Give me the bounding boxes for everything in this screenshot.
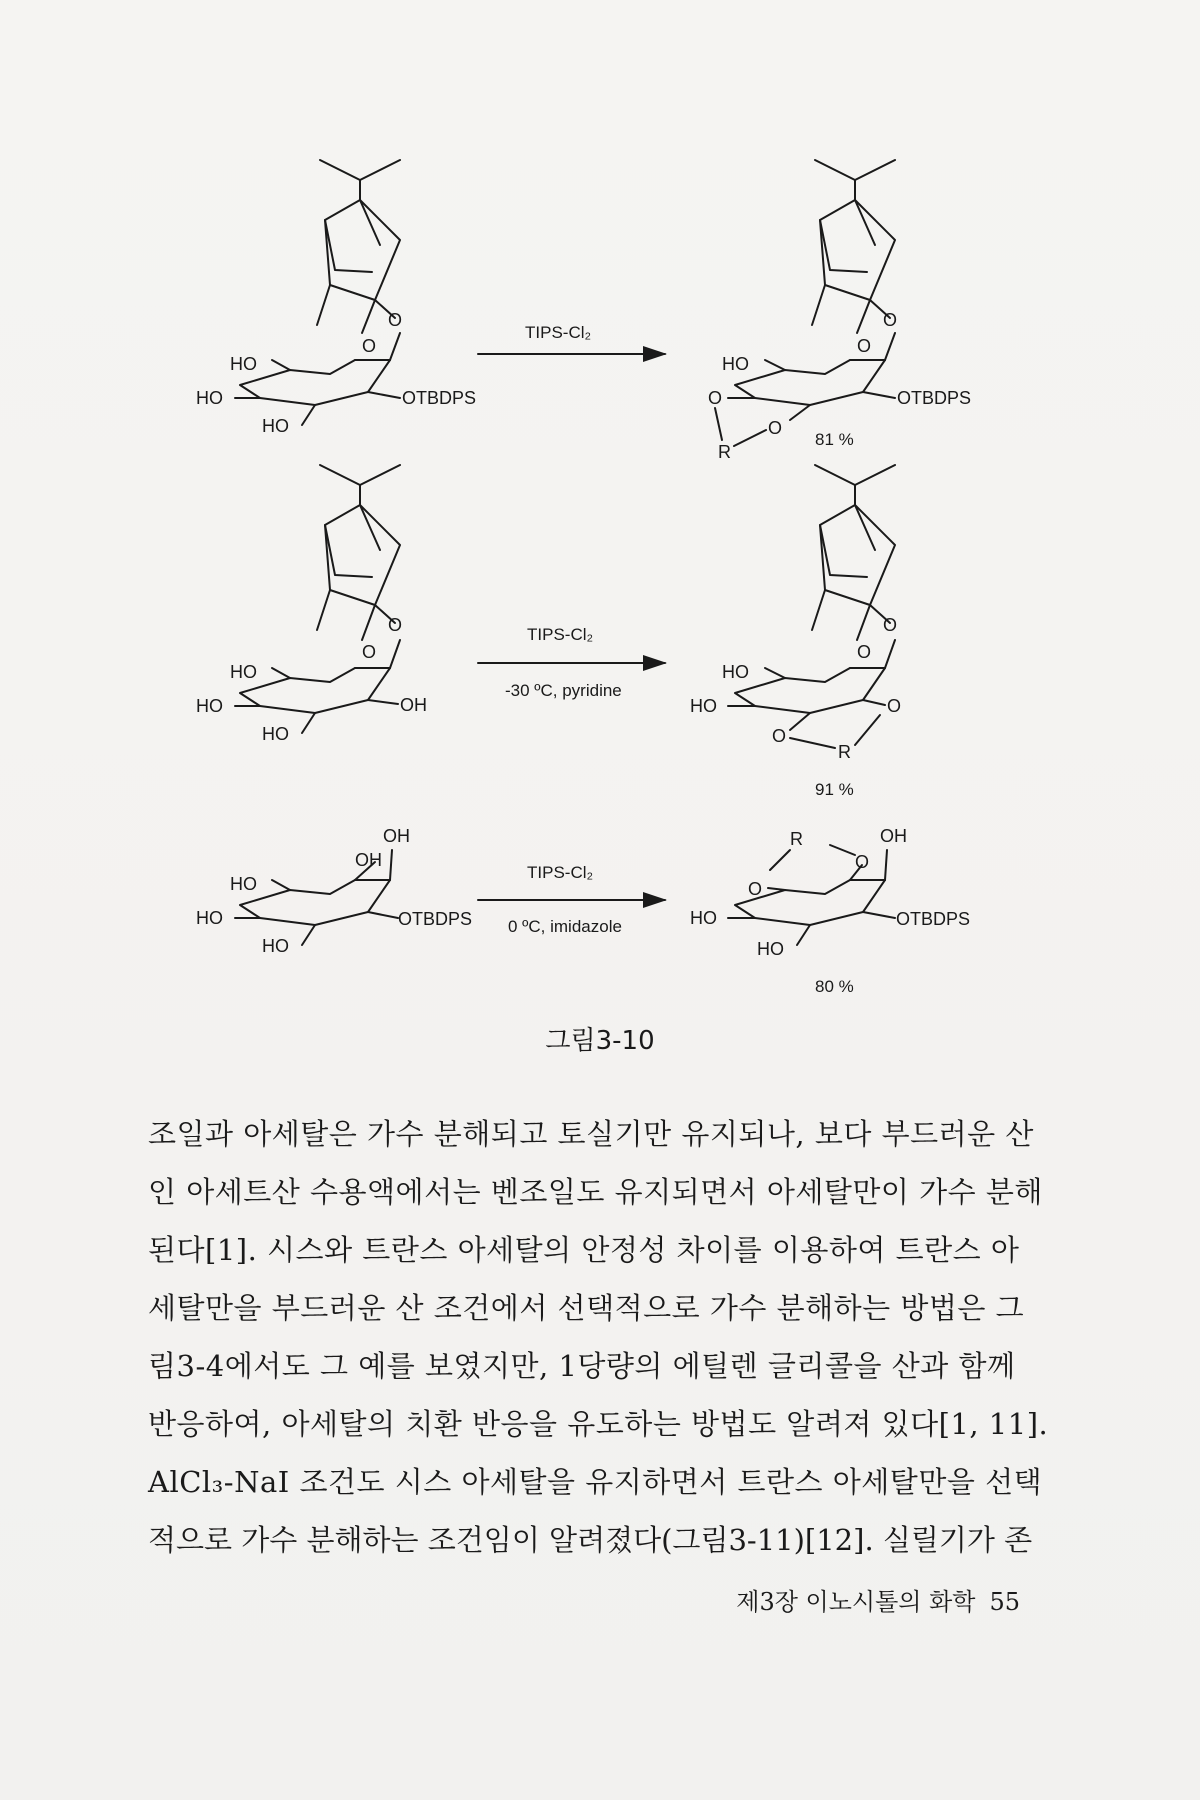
label: HO	[196, 388, 223, 408]
page-number: 55	[989, 1588, 1020, 1616]
label: R	[790, 829, 803, 849]
body-line: AlCl₃-NaI 조건도 시스 아세탈을 유지하면서 트란스 아세탈만을 선택	[148, 1465, 1043, 1499]
reaction-2-product	[690, 465, 901, 799]
label: R	[838, 742, 851, 762]
label: HO	[262, 936, 289, 956]
reaction-2	[196, 465, 901, 799]
label: OH	[355, 850, 382, 870]
label: HO	[722, 662, 749, 682]
reaction-1	[196, 160, 971, 462]
label: O	[388, 310, 403, 330]
body-line: 인 아세트산 수용액에서는 벤조일도 유지되면서 아세탈만이 가수 분해	[148, 1175, 1043, 1209]
body-paragraph	[148, 1105, 1048, 1569]
label: HO	[230, 354, 257, 374]
label: O	[857, 642, 872, 662]
label: HO	[196, 696, 223, 716]
yield-label: 81 %	[815, 430, 854, 449]
body-line: 된다[1]. 시스와 트란스 아세탈의 안정성 차이를 이용하여 트란스 아	[148, 1233, 1020, 1267]
label: OTBDPS	[402, 388, 477, 408]
reagent-label: TIPS-Cl₂	[525, 323, 592, 342]
label: HO	[230, 874, 257, 894]
label: HO	[690, 696, 717, 716]
reaction-3-start	[196, 826, 472, 956]
label: O	[388, 615, 403, 635]
reagent-label: TIPS-Cl₂	[527, 863, 594, 882]
yield-label: 91 %	[815, 780, 854, 799]
chapter-title: 제3장 이노시톨의 화학	[736, 1588, 976, 1616]
label: O	[362, 336, 377, 356]
label: OH	[383, 826, 410, 846]
condition-label: -30 ºC, pyridine	[505, 681, 622, 700]
label: O	[748, 879, 763, 899]
label: O	[887, 696, 902, 716]
label: O	[857, 336, 872, 356]
label: HO	[757, 939, 784, 959]
label: HO	[262, 724, 289, 744]
reaction-3-product	[690, 826, 970, 996]
label: O	[883, 310, 898, 330]
label: R	[718, 442, 731, 462]
body-line: 반응하여, 아세탈의 치환 반응을 유도하는 방법도 알려져 있다[1, 11].	[148, 1407, 1049, 1441]
label: OTBDPS	[398, 909, 473, 929]
body-line: 조일과 아세탈은 가수 분해되고 토실기만 유지되나, 보다 부드러운 산	[148, 1117, 1034, 1151]
label: O	[855, 852, 870, 872]
page-footer	[700, 1582, 1020, 1617]
body-line: 세탈만을 부드러운 산 조건에서 선택적으로 가수 분해하는 방법은 그	[148, 1291, 1025, 1325]
label: O	[708, 388, 723, 408]
label: HO	[722, 354, 749, 374]
figure-caption: 그림3-10	[545, 1026, 655, 1056]
label: O	[772, 726, 787, 746]
label: O	[768, 418, 783, 438]
label: HO	[196, 908, 223, 928]
reaction-3	[196, 826, 970, 996]
condition-label: 0 ºC, imidazole	[508, 917, 622, 936]
reaction-1-product	[708, 160, 971, 462]
label: OH	[400, 695, 427, 715]
label: OH	[880, 826, 907, 846]
reaction-1-start	[196, 160, 476, 436]
label: O	[883, 615, 898, 635]
label: OTBDPS	[896, 909, 971, 929]
label: HO	[230, 662, 257, 682]
reaction-2-start	[196, 465, 427, 744]
label: HO	[690, 908, 717, 928]
reagent-label: TIPS-Cl₂	[527, 625, 594, 644]
label: HO	[262, 416, 289, 436]
body-line: 림3-4에서도 그 예를 보였지만, 1당량의 에틸렌 글리콜을 산과 함께	[148, 1349, 1016, 1383]
yield-label: 80 %	[815, 977, 854, 996]
label: OTBDPS	[897, 388, 972, 408]
label: O	[362, 642, 377, 662]
body-line: 적으로 가수 분해하는 조건임이 알려졌다(그림3-11)[12]. 실릴기가 존	[148, 1523, 1033, 1557]
